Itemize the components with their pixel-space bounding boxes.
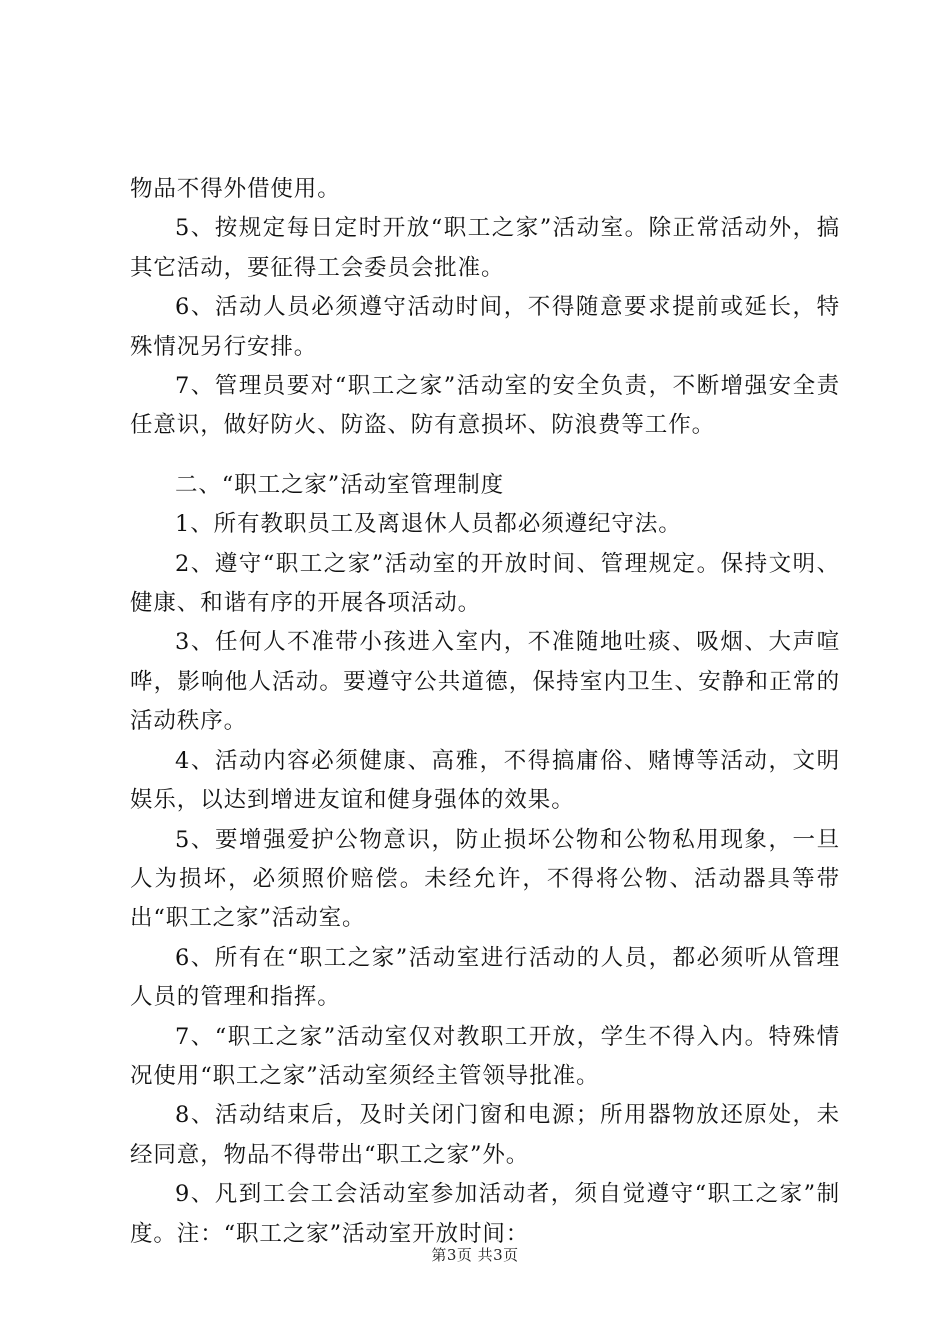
paragraph-rule-5: 5、按规定每日定时开放“职工之家”活动室。除正常活动外，搞其它活动，要征得工会委员会批准。 [130,215,840,281]
paragraph-rule-6: 6、活动人员必须遵守活动时间，不得随意要求提前或延长，特殊情况另行安排。 [130,294,840,360]
section-heading: 二、“职工之家”活动室管理制度 [175,471,505,498]
paragraph-rule-7: 7、管理员要对“职工之家”活动室的安全负责，不断增强安全责任意识，做好防火、防盗、防有意损坏、防浪费等工作。 [130,373,840,439]
paragraph-item-4: 4、活动内容必须健康、高雅，不得搞庸俗、赌博等活动，文明娱乐，以达到增进友谊和健身强体的效果。 [130,747,840,814]
paragraph-continuation: 物品不得外借使用。 [130,176,341,202]
paragraph-item-5: 5、要增强爱护公物意识，防止损坏公物和公物私用现象，一旦人为损坏，必须照价赔偿。未经允许，不得将公物、活动器具等带出“职工之家”活动室。 [130,826,840,932]
section-gap [130,446,840,466]
document-body [130,170,840,1254]
paragraph-item-9: 9、凡到工会工会活动室参加活动者，须自觉遵守“职工之家”制度。注：“职工之家”活动室开放时间： [130,1181,840,1247]
paragraph-item-8: 8、活动结束后，及时关闭门窗和电源；所用器物放还原处，未经同意，物品不得带出“职工之家”外。 [130,1102,840,1168]
paragraph-item-1: 1、所有教职员工及离退休人员都必须遵纪守法。 [175,511,682,538]
page-number-footer: 第3页 共3页 [431,1246,519,1264]
paragraph-item-3: 3、任何人不准带小孩进入室内，不准随地吐痰、吸烟、大声喧哗，影响他人活动。要遵守公共道德，保持室内卫生、安静和正常的活动秩序。 [130,629,840,735]
paragraph-item-2: 2、遵守“职工之家”活动室的开放时间、管理规定。保持文明、健康、和谐有序的开展各项活动。 [130,550,840,617]
paragraph-item-7: 7、“职工之家”活动室仅对教职工开放，学生不得入内。特殊情况使用“职工之家”活动室须经主管领导批准。 [130,1023,840,1089]
paragraph-item-6: 6、所有在“职工之家”活动室进行活动的人员，都必须听从管理人员的管理和指挥。 [130,944,840,1011]
